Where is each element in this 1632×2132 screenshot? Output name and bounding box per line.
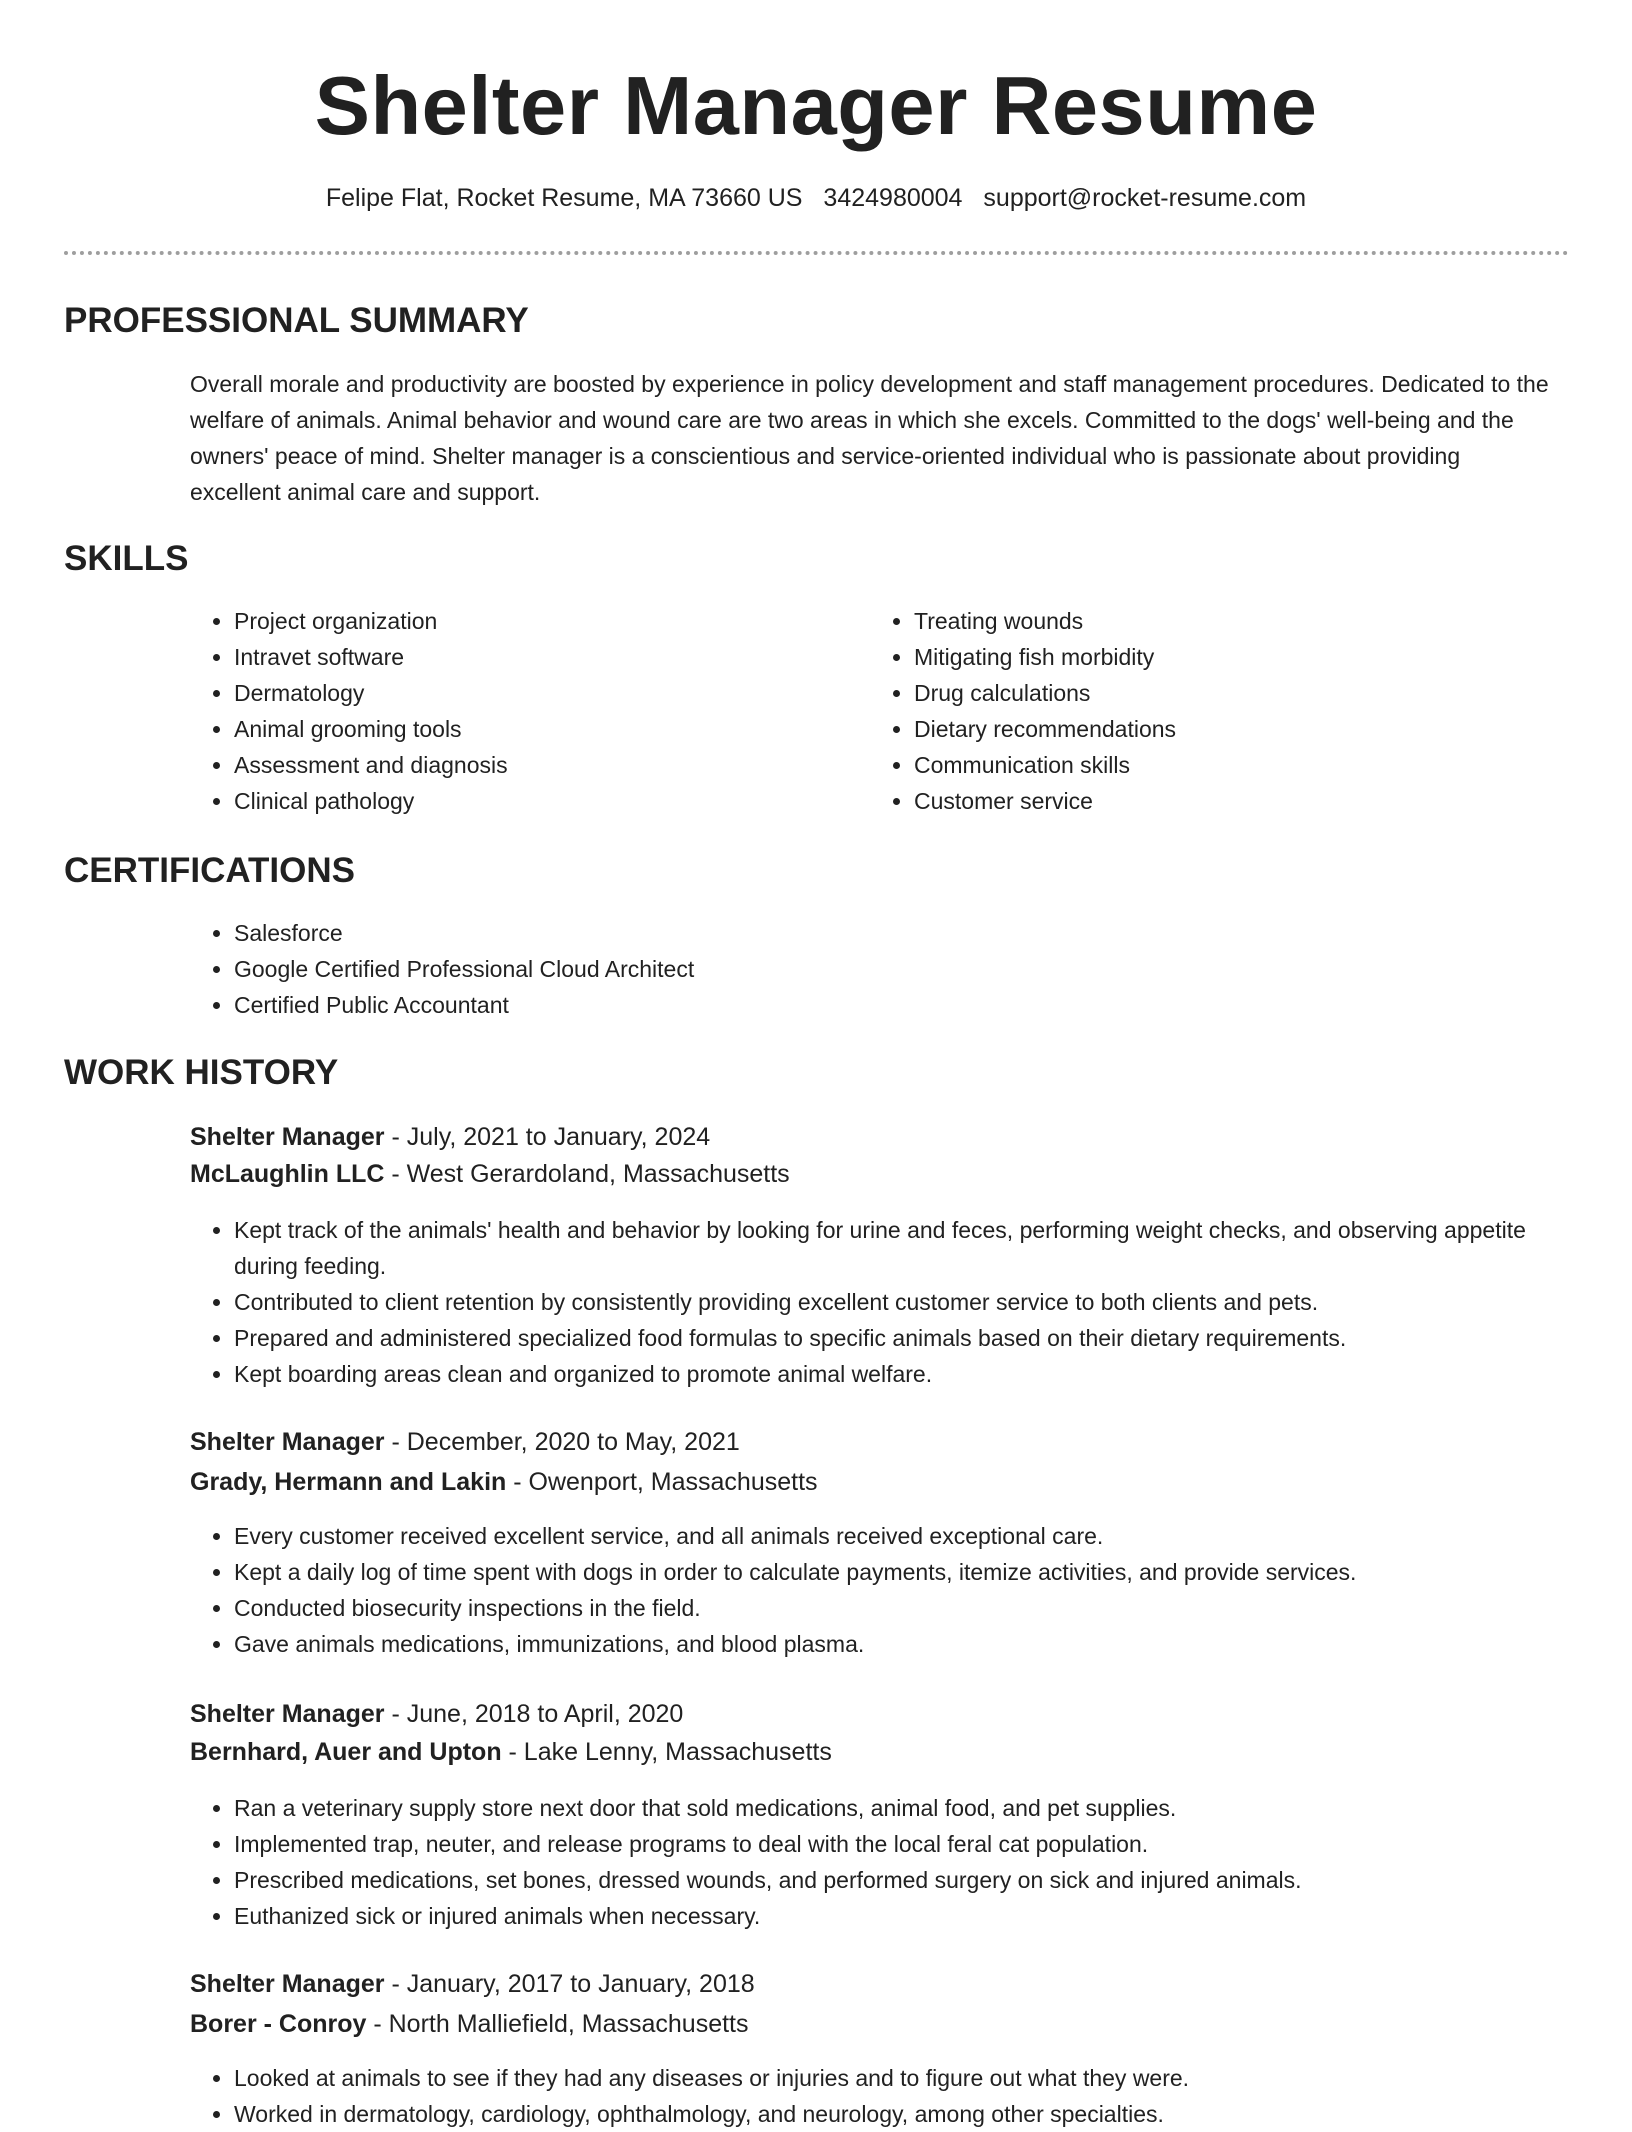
job-title: Shelter Manager <box>190 1428 385 1456</box>
certification-item: • Certified Public Accountant <box>234 987 1594 1023</box>
skill-item: • Customer service <box>914 783 1534 819</box>
job-company-line <box>190 2006 749 2042</box>
job-company-line <box>190 1464 818 1500</box>
skill-item: • Assessment and diagnosis <box>234 747 854 783</box>
job-bullet: • Gave animals medications, immunizations, and blood plasma. <box>234 1626 1594 1662</box>
job-bullet: • Looked at animals to see if they had any diseases or injuries and to figure out what they were. <box>234 2060 1594 2096</box>
job-bullet: • Euthanized sick or injured animals when necessary. <box>234 1898 1594 1934</box>
certifications-list <box>190 915 1594 1023</box>
job-dates: - June, 2018 to April, 2020 <box>384 1700 684 1728</box>
skills-heading: SKILLS <box>64 539 189 578</box>
job-dates: - January, 2017 to January, 2018 <box>384 1970 755 1998</box>
skills-list-left <box>190 603 854 819</box>
work-history-heading: WORK HISTORY <box>64 1053 339 1092</box>
job-bullet: • Implemented trap, neuter, and release programs to deal with the local feral cat population. <box>234 1826 1594 1862</box>
job-bullet: • Prescribed medications, set bones, dressed wounds, and performed surgery on sick and injured animals. <box>234 1862 1594 1898</box>
job-bullet: • Worked in dermatology, cardiology, ophthalmology, and neurology, among other specialties. <box>234 2096 1594 2132</box>
job-title: Shelter Manager <box>190 1970 385 1998</box>
job-bullet: • Kept a daily log of time spent with dogs in order to calculate payments, itemize activities, and provide services. <box>234 1554 1594 1590</box>
certifications-heading: CERTIFICATIONS <box>64 851 356 890</box>
job-title: Shelter Manager <box>190 1700 385 1728</box>
contact-phone: 3424980004 <box>823 184 963 212</box>
job-dates: - December, 2020 to May, 2021 <box>384 1428 740 1456</box>
job-bullets <box>190 1212 1594 1392</box>
job-bullets <box>190 1790 1594 1934</box>
summary-heading: PROFESSIONAL SUMMARY <box>64 301 529 340</box>
job-bullet: • Conducted biosecurity inspections in the field. <box>234 1590 1594 1626</box>
contact-address: Felipe Flat, Rocket Resume, MA 73660 US <box>325 184 803 212</box>
skill-item: • Dietary recommendations <box>914 711 1534 747</box>
skill-item: • Intravet software <box>234 639 854 675</box>
resume-title: Shelter Manager Resume <box>314 59 1318 152</box>
job-title-line <box>190 1424 740 1460</box>
certification-item: • Salesforce <box>234 915 1594 951</box>
job-title: Shelter Manager <box>190 1123 385 1151</box>
contact-email: support@rocket-resume.com <box>983 184 1307 212</box>
job-bullets <box>190 1518 1594 1662</box>
job-location: - North Malliefield, Massachusetts <box>366 2010 749 2038</box>
job-company-line <box>190 1734 832 1770</box>
job-company: McLaughlin LLC <box>190 1160 385 1188</box>
skill-item: • Animal grooming tools <box>234 711 854 747</box>
job-bullet: • Every customer received excellent service, and all animals received exceptional care. <box>234 1518 1594 1554</box>
job-bullet: • Prepared and administered specialized food formulas to specific animals based on their dietary requirements. <box>234 1320 1594 1356</box>
skill-item: • Drug calculations <box>914 675 1534 711</box>
skill-item: • Treating wounds <box>914 603 1534 639</box>
job-bullet: • Contributed to client retention by consistently providing excellent customer service to both clients and pets. <box>234 1284 1594 1320</box>
skill-item: • Clinical pathology <box>234 783 854 819</box>
job-title-line <box>190 1696 683 1732</box>
summary-text: Overall morale and productivity are boosted by experience in policy development and staff management procedures. Dedicated to the welfare of animals. Animal behavior and wound care are two areas in which she excels. Committed to the dogs' well-being and the owners' peace of mind. Shelter manager is a conscientious and service-oriented individual who is passionate about providing excellent animal care and support. <box>190 371 1549 505</box>
job-company: Borer - Conroy <box>190 2010 367 2038</box>
job-company: Bernhard, Auer and Upton <box>190 1738 502 1766</box>
contact-line <box>0 180 1632 216</box>
skill-item: • Project organization <box>234 603 854 639</box>
job-location: - Owenport, Massachusetts <box>506 1468 818 1496</box>
job-company: Grady, Hermann and Lakin <box>190 1468 507 1496</box>
job-title-line <box>190 1119 710 1155</box>
job-bullets <box>190 2060 1594 2132</box>
skill-item: • Dermatology <box>234 675 854 711</box>
certification-item: • Google Certified Professional Cloud Architect <box>234 951 1594 987</box>
skill-item: • Communication skills <box>914 747 1534 783</box>
job-bullet: • Kept track of the animals' health and behavior by looking for urine and feces, performing weight checks, and observing appetite during feeding. <box>234 1212 1594 1284</box>
skills-list-right <box>870 603 1534 819</box>
header-divider <box>64 251 1569 255</box>
job-dates: - July, 2021 to January, 2024 <box>384 1123 711 1151</box>
job-company-line <box>190 1156 790 1192</box>
job-bullet: • Ran a veterinary supply store next door that sold medications, animal food, and pet supplies. <box>234 1790 1594 1826</box>
job-location: - West Gerardoland, Massachusetts <box>384 1160 790 1188</box>
job-bullet: • Kept boarding areas clean and organized to promote animal welfare. <box>234 1356 1594 1392</box>
job-title-line <box>190 1966 755 2002</box>
skill-item: • Mitigating fish morbidity <box>914 639 1534 675</box>
job-location: - Lake Lenny, Massachusetts <box>501 1738 832 1766</box>
